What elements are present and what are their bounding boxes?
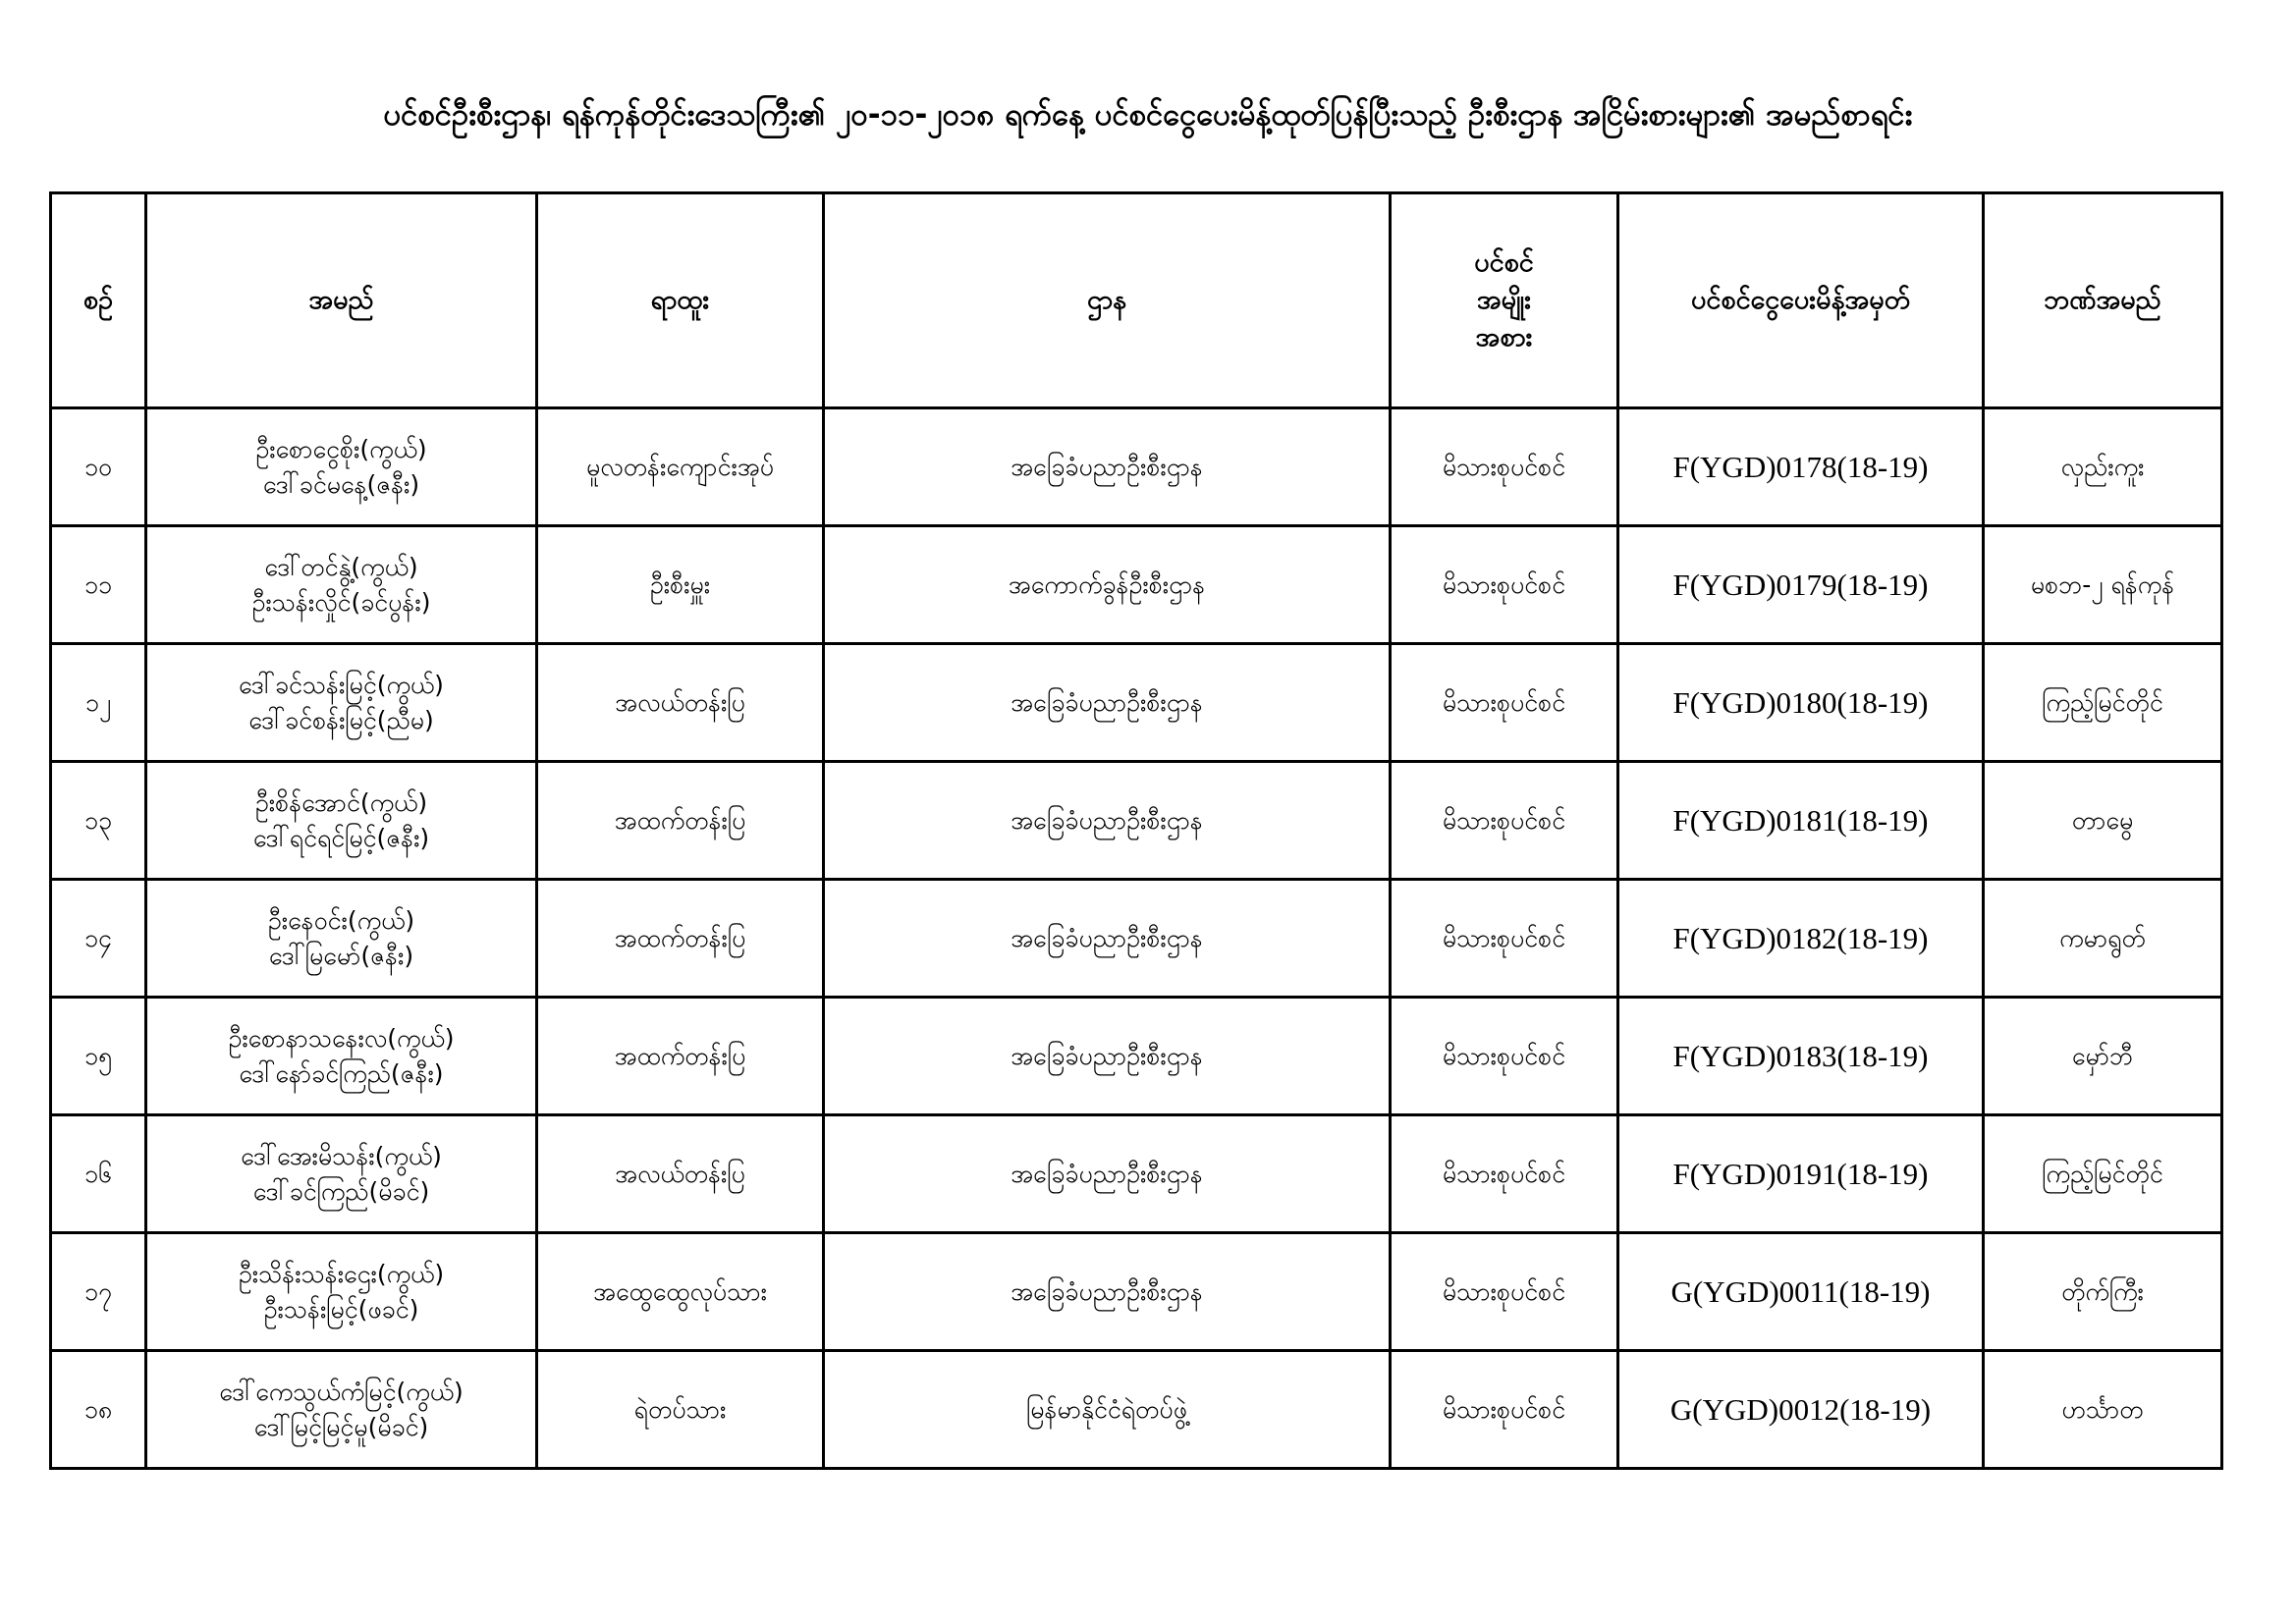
pension-type-cell: မိသားစုပင်စင် <box>1391 998 1618 1115</box>
bank-cell: မှော်ဘီ <box>1984 998 2222 1115</box>
header-order-number: ပင်စင်ငွေပေးမိန့်အမှတ် <box>1618 193 1984 408</box>
order-number-cell: G(YGD)0011(18-19) <box>1618 1233 1984 1351</box>
table-header-row <box>51 193 2222 408</box>
rank-cell: အထက်တန်းပြ <box>537 880 824 998</box>
rank-cell: အလယ်တန်းပြ <box>537 1115 824 1233</box>
order-number-cell: F(YGD)0183(18-19) <box>1618 998 1984 1115</box>
bank-cell: ကြည့်မြင်တိုင် <box>1984 1115 2222 1233</box>
table-row <box>51 644 2222 762</box>
serial-cell: ၁၅ <box>51 998 146 1115</box>
header-serial: စဉ် <box>51 193 146 408</box>
rank-cell: ရဲတပ်သား <box>537 1351 824 1469</box>
name-cell: ဦးစိန်အောင်(ကွယ်) ဒေါ်ရင်ရင်မြင့်(ဇနီး) <box>146 762 537 880</box>
order-number-cell: F(YGD)0178(18-19) <box>1618 408 1984 526</box>
serial-cell: ၁၃ <box>51 762 146 880</box>
pension-type-cell: မိသားစုပင်စင် <box>1391 880 1618 998</box>
department-cell: အခြေခံပညာဦးစီးဌာန <box>824 1233 1391 1351</box>
order-number-cell: G(YGD)0012(18-19) <box>1618 1351 1984 1469</box>
header-name: အမည် <box>146 193 537 408</box>
pension-type-cell: မိသားစုပင်စင် <box>1391 644 1618 762</box>
bank-cell: တိုက်ကြီး <box>1984 1233 2222 1351</box>
name-cell: ဦးစောနာသနေးလ(ကွယ်) ဒေါ်နော်ခင်ကြည်(ဇနီး) <box>146 998 537 1115</box>
pension-type-cell: မိသားစုပင်စင် <box>1391 1115 1618 1233</box>
order-number-cell: F(YGD)0191(18-19) <box>1618 1115 1984 1233</box>
order-number-cell: F(YGD)0182(18-19) <box>1618 880 1984 998</box>
bank-cell: ကမာရွတ် <box>1984 880 2222 998</box>
name-cell: ဦးစောငွေစိုး(ကွယ်) ဒေါ်ခင်မနေ့(ဇနီး) <box>146 408 537 526</box>
bank-cell: မစဘ-၂ ရန်ကုန် <box>1984 526 2222 644</box>
table-row <box>51 408 2222 526</box>
order-number-cell: F(YGD)0181(18-19) <box>1618 762 1984 880</box>
table-row <box>51 526 2222 644</box>
pension-type-cell: မိသားစုပင်စင် <box>1391 408 1618 526</box>
rank-cell: အထက်တန်းပြ <box>537 998 824 1115</box>
page-title: ပင်စင်ဦးစီးဌာန၊ ရန်ကုန်တိုင်းဒေသကြီး၏ ၂၀-၁၁-၂၀၁၈ ရက်နေ့ ပင်စင်ငွေပေးမိန့်ထုတ်ပြန်ပြီးသည့် ဦးစီးဌာန အငြိမ်းစားများ၏ အမည်စာရင်း <box>383 97 1913 133</box>
rank-cell: အလယ်တန်းပြ <box>537 644 824 762</box>
bank-cell: ဟင်္သာတ <box>1984 1351 2222 1469</box>
rank-cell: မူလတန်းကျောင်းအုပ် <box>537 408 824 526</box>
pension-type-cell: မိသားစုပင်စင် <box>1391 1351 1618 1469</box>
department-cell: အခြေခံပညာဦးစီးဌာန <box>824 880 1391 998</box>
bank-cell: တာမွေ <box>1984 762 2222 880</box>
department-cell: မြန်မာနိုင်ငံရဲတပ်ဖွဲ့ <box>824 1351 1391 1469</box>
department-cell: အခြေခံပညာဦးစီးဌာန <box>824 644 1391 762</box>
name-cell: ဒေါ်အေးမိသန်း(ကွယ်) ဒေါ်ခင်ကြည်(မိခင်) <box>146 1115 537 1233</box>
table-row <box>51 880 2222 998</box>
name-cell: ဒေါ်ကေသွယ်ကံမြင့်(ကွယ်) ဒေါ်မြင့်မြင့်မူ(မိခင်) <box>146 1351 537 1469</box>
department-cell: အခြေခံပညာဦးစီးဌာန <box>824 408 1391 526</box>
pension-recipients-table <box>49 191 2223 1470</box>
pension-type-cell: မိသားစုပင်စင် <box>1391 762 1618 880</box>
serial-cell: ၁၂ <box>51 644 146 762</box>
rank-cell: အထွေထွေလုပ်သား <box>537 1233 824 1351</box>
serial-cell: ၁၆ <box>51 1115 146 1233</box>
department-cell: အကောက်ခွန်ဦးစီးဌာန <box>824 526 1391 644</box>
pension-type-cell: မိသားစုပင်စင် <box>1391 1233 1618 1351</box>
header-bank: ဘဏ်အမည် <box>1984 193 2222 408</box>
header-pension-type: ပင်စင် အမျိုး အစား <box>1391 193 1618 408</box>
rank-cell: အထက်တန်းပြ <box>537 762 824 880</box>
order-number-cell: F(YGD)0180(18-19) <box>1618 644 1984 762</box>
name-cell: ဒေါ်ခင်သန်းမြင့်(ကွယ်) ဒေါ်ခင်စန်းမြင့်(ညီမ) <box>146 644 537 762</box>
rank-cell: ဦးစီးမှူး <box>537 526 824 644</box>
table-row <box>51 1233 2222 1351</box>
table-row <box>51 1115 2222 1233</box>
table-row <box>51 1351 2222 1469</box>
bank-cell: လှည်းကူး <box>1984 408 2222 526</box>
bank-cell: ကြည့်မြင်တိုင် <box>1984 644 2222 762</box>
pension-type-cell: မိသားစုပင်စင် <box>1391 526 1618 644</box>
serial-cell: ၁၄ <box>51 880 146 998</box>
serial-cell: ၁၁ <box>51 526 146 644</box>
serial-cell: ၁၈ <box>51 1351 146 1469</box>
department-cell: အခြေခံပညာဦးစီးဌာန <box>824 1115 1391 1233</box>
header-rank: ရာထူး <box>537 193 824 408</box>
name-cell: ဒေါ်တင်နွဲ့(ကွယ်) ဦးသန်းလှိုင်(ခင်ပွန်း) <box>146 526 537 644</box>
department-cell: အခြေခံပညာဦးစီးဌာန <box>824 998 1391 1115</box>
name-cell: ဦးနေဝင်း(ကွယ်) ဒေါ်မြမော်(ဇနီး) <box>146 880 537 998</box>
serial-cell: ၁၀ <box>51 408 146 526</box>
name-cell: ဦးသိန်းသန်းဌေး(ကွယ်) ဦးသန်းမြင့်(ဖခင်) <box>146 1233 537 1351</box>
table-row <box>51 998 2222 1115</box>
order-number-cell: F(YGD)0179(18-19) <box>1618 526 1984 644</box>
table-row <box>51 762 2222 880</box>
department-cell: အခြေခံပညာဦးစီးဌာန <box>824 762 1391 880</box>
serial-cell: ၁၇ <box>51 1233 146 1351</box>
header-department: ဌာန <box>824 193 1391 408</box>
